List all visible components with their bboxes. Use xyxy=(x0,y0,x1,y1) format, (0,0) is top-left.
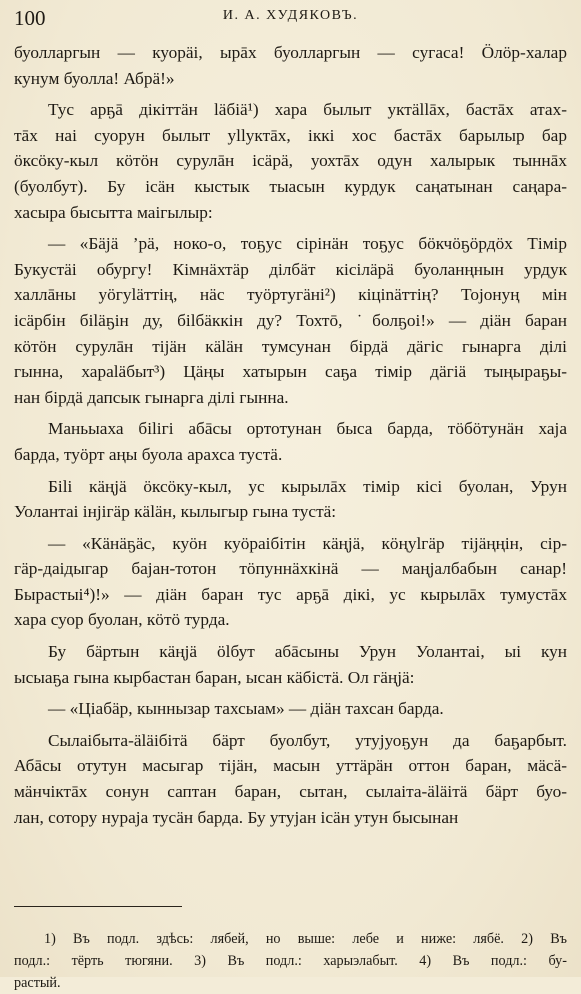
footnote-divider xyxy=(14,906,182,907)
paragraph xyxy=(14,97,567,225)
text-line: Біlі кäңjä öксöку-кыл, ус кырылāх тімір кісі буолан, Урун xyxy=(48,476,567,496)
running-head: И. А. ХУДЯКОВЪ. xyxy=(222,8,359,23)
text-line: Быраcтыі⁴)!» — діäн баран тус арҕā дікі, ус кырылāх тумустāх xyxy=(14,584,567,604)
footnote-line: растый. xyxy=(14,975,61,991)
text-line: буолларгын — куорäі, ырāх буолларгын — сугаса! Öлöр-халар xyxy=(14,43,567,62)
text-line: Букустäі обургу! Кімнäхтäр ділбäт кісілäрä буоланңнын урдук xyxy=(14,259,567,279)
text-line: Тус арҕā дікіттäн läбiä¹) хара былыт уктällāх, бастāх атах- xyxy=(48,100,567,120)
text-line: Сылаібыта-äläібітä бäрт буолбут, утуjуоҕун да баҕарбыт. xyxy=(48,730,567,750)
footnotes xyxy=(14,928,567,994)
paragraph xyxy=(14,696,567,722)
paragraph xyxy=(14,531,567,633)
text-line: гäр-даідыгар баjан-тотон тöпуннäхкінä — маңjалбабын санар! xyxy=(14,559,567,579)
page-header xyxy=(14,6,567,34)
body-text xyxy=(14,40,567,836)
text-line: барда, туöрт аңы буола арахса тустä. xyxy=(14,444,283,464)
text-line: хара суор буолан, кöтö турда. xyxy=(14,610,230,630)
text-line: нан бірдä дапсык гынарга ділі гынна. xyxy=(14,387,289,407)
paragraph xyxy=(14,728,567,830)
page-number: 100 xyxy=(14,6,46,30)
paragraph xyxy=(14,474,567,525)
text-line: тāх наі суорун былыт уllуктāх, іккі хос бастāх барылыр бар xyxy=(14,125,567,145)
text-line: (буолбут). Бу ісäн кыстык тыасын курдук саңатынан саңара- xyxy=(14,176,567,196)
text-line: Абāсы отутун масыгар тіjäн, масын уттäрäн оттон баран, мäсä- xyxy=(14,756,567,776)
footnote-line: 1) Въ подл. здѣсь: лябей, но выше: лебе и ниже: лябё. 2) Въ xyxy=(44,931,567,947)
text-line: öксöку-кыл кöтöн сурулāн ісäрä, уохтāх одун халырык тыннāх xyxy=(14,151,567,171)
text-line: — «Кäнäҕäс, куöн куöраібітін кäңjä, кöңуlгäр тіjäңңін, сір- xyxy=(48,533,567,553)
text-line: хасыра бысытта маігылыр: xyxy=(14,202,213,222)
text-line: лан, сотору нураjа тусäн барда. Бу утуjан ісäн утун бысынан xyxy=(14,807,459,827)
text-line: ісäрбін біläҕін ду, біlбäккін ду? Тохтō, ˙болҕоі!» — діäн баран xyxy=(14,310,567,330)
text-line: ысыаҕа гына кырбастан баран, ысан кäбістä. Ол гäңjä: xyxy=(14,667,415,687)
text-line: — «Цiабäр, кыннызар тахсыам» — діäн тахсан барда. xyxy=(48,699,444,719)
text-line: Уолантаі інjігäр кäläн, кылыгыр гына тустä: xyxy=(14,502,337,522)
paragraph xyxy=(14,40,567,91)
text-line: халлāны уöгуläттің, нäс туöртугäні²) кіціnäттің? Тоjонуң мін xyxy=(14,285,567,305)
paragraph xyxy=(14,639,567,690)
text-line: Маньыаха біlігі абāсы ортотунан быса барда, тöбöтунäн хаjа xyxy=(48,419,567,439)
footnote-line: подл.: тёрть тюгяни. 3) Въ подл.: харыэлабыт. 4) Въ подл.: бу- xyxy=(14,953,567,969)
text-line: кöтöн сурулāн тіjäн кäläн тумсунан бірдä дäгіс гынарга ділі xyxy=(14,336,567,356)
paragraph xyxy=(14,416,567,467)
text-line: мäнчіктāх сонун саптан баран, сытан, сылаіта-äläітä бäрт буо- xyxy=(14,782,567,802)
text-line: — «Бäjä ’рä, ноко-о, тоҕус сірінäн тоҕус бöкчöҕöрдöх Тімір xyxy=(48,234,567,254)
text-line: гынна, хараläбыт³) Цäңы хатырын саҕа тімір дäгіä тыңыраҕы- xyxy=(14,362,567,382)
text-line: кунум буолла! Абрä!» xyxy=(14,68,175,88)
paragraph xyxy=(14,231,567,410)
text-line: Бу бäртын кäңjä ölбут абāсыны Урун Уолантаі, ыі кун xyxy=(48,642,567,662)
